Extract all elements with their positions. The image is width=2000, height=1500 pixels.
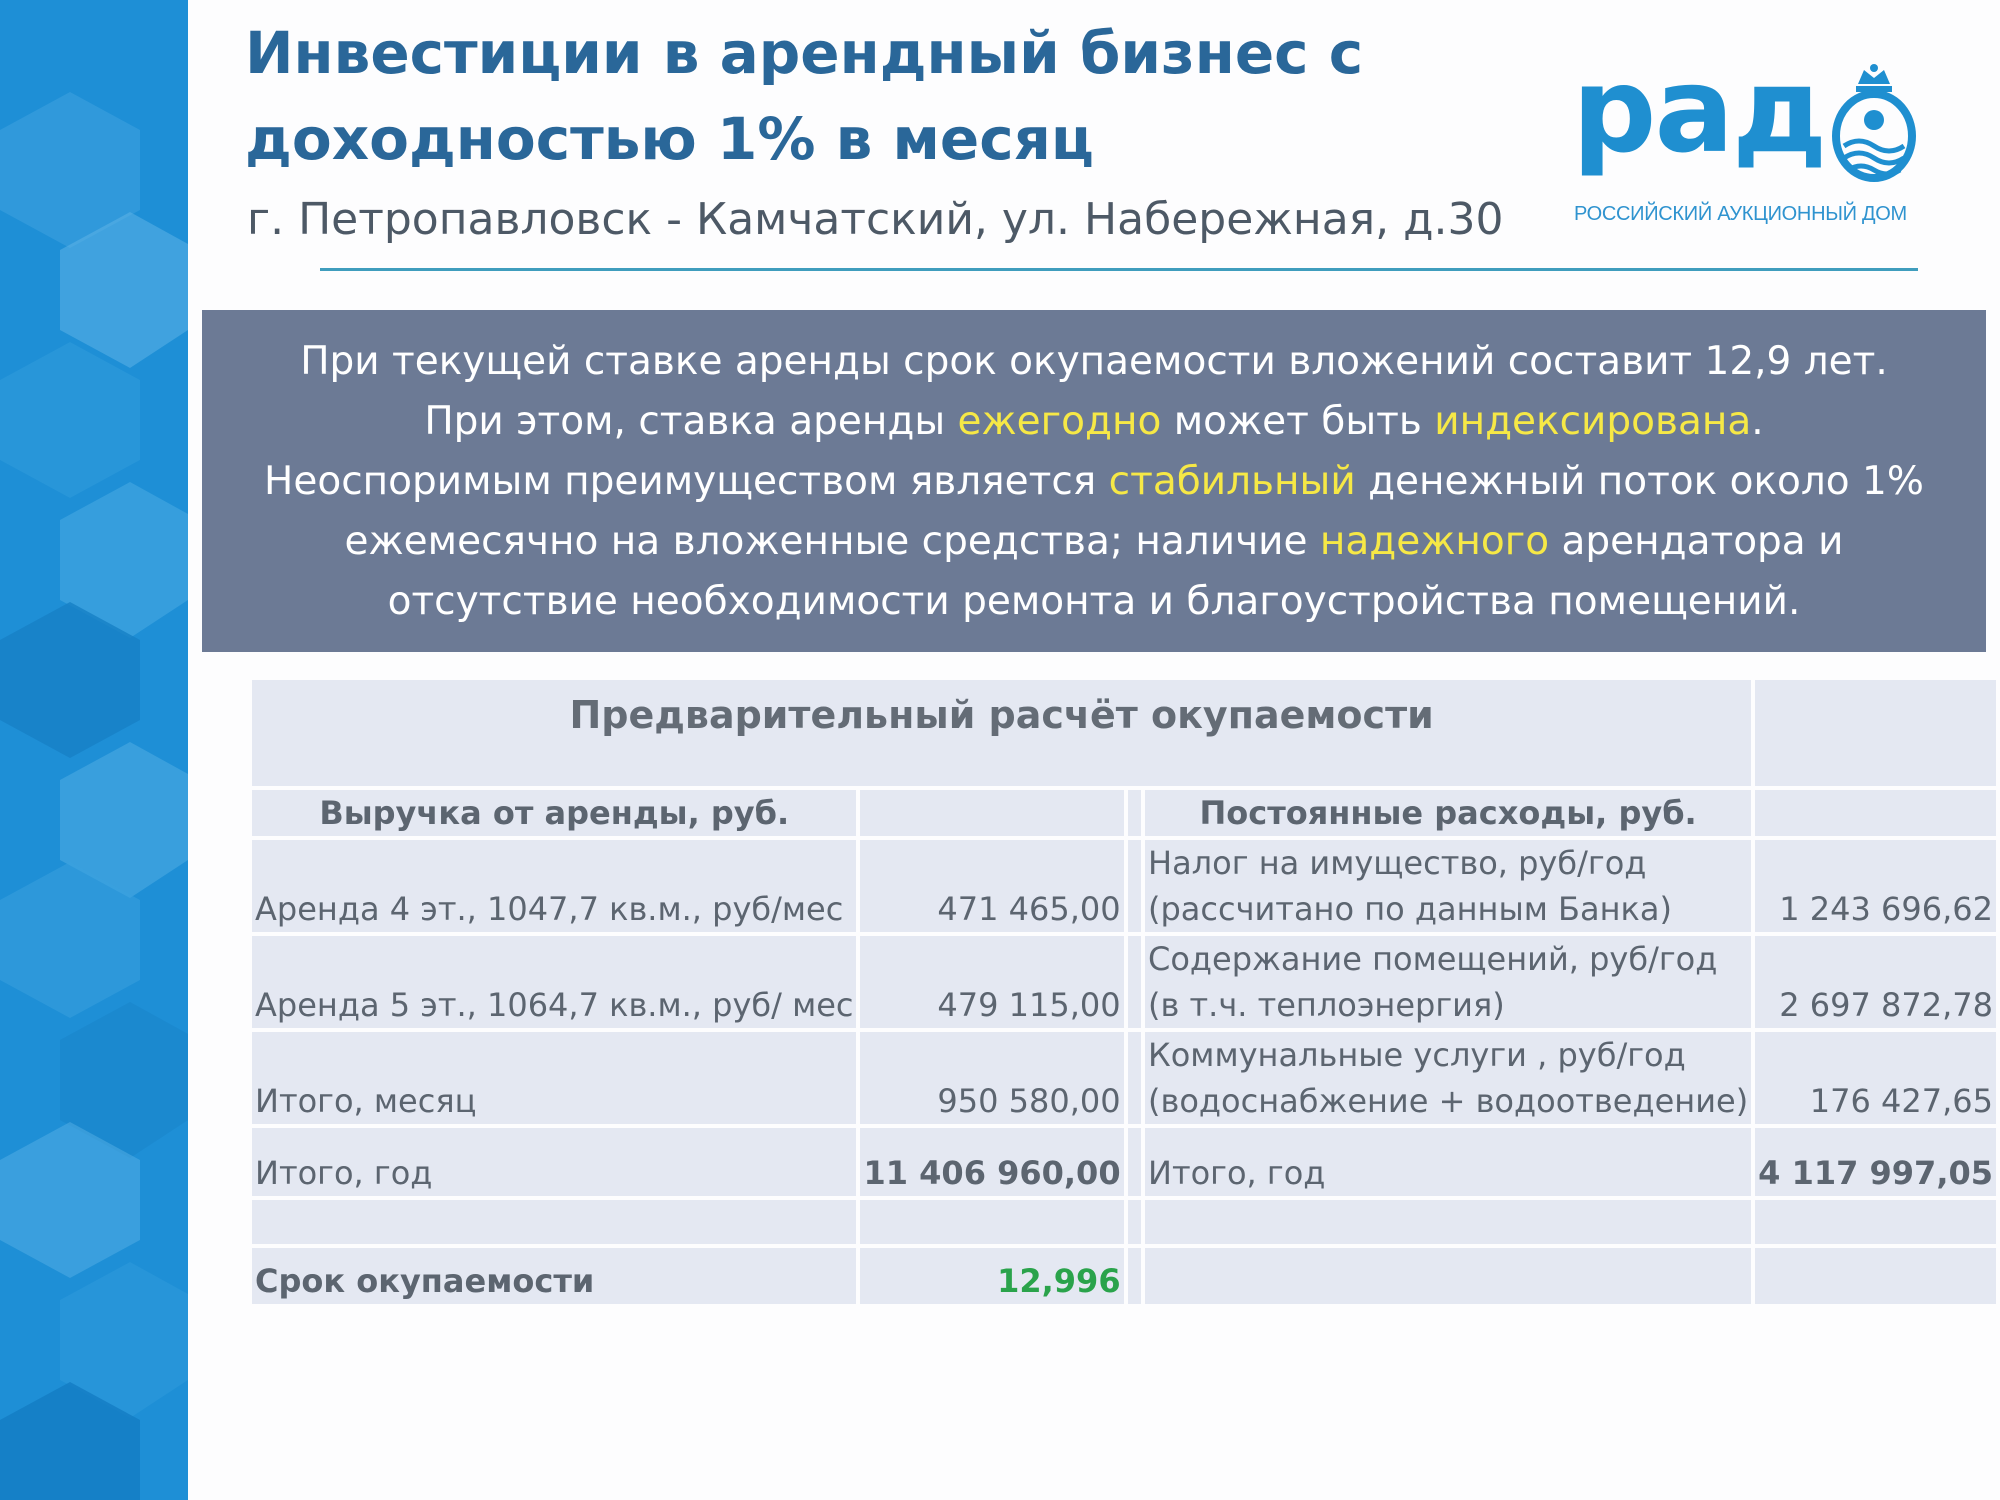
expense-label-line-2: (в т.ч. теплоэнергия) [1148,986,1505,1024]
expense-value: 1 243 696,62 [1755,840,1996,932]
total-year-row [252,1128,1996,1196]
table-cell [1128,936,1141,1028]
header-divider [320,268,1918,271]
revenue-header: Выручка от аренды, руб. [252,790,856,836]
info-line-5: отсутствие необходимости ремонта и благоустройства помещений. [387,579,1801,624]
payback-value: 12,996 [860,1248,1123,1304]
info-line-3 [202,452,1986,512]
table-row [252,840,1996,932]
table-row [252,936,1996,1028]
highlight-reliable: надежного [1319,519,1550,564]
table-cell [1755,1200,1996,1244]
crest-icon [1830,62,1918,186]
property-address: г. Петропавловск - Камчатский, ул. Набережная, д.30 [247,194,1504,245]
revenue-label: Аренда 5 эт., 1064,7 кв.м., руб/ мес [252,936,856,1028]
expense-value: 2 697 872,78 [1755,936,1996,1028]
title-line-2: доходностью 1% в месяц [245,105,1094,173]
info-line-2 [202,392,1986,452]
info-text: Неоспоримым преимуществом является [264,459,1109,504]
table-cell [1128,1128,1141,1196]
table-cell [1145,1200,1751,1244]
total-year-expense-label: Итого, год [1145,1128,1751,1196]
revenue-label: Аренда 4 эт., 1047,7 кв.м., руб/мес [252,840,856,932]
info-text: арендатора и [1549,519,1844,564]
expense-label [1145,936,1751,1028]
info-text: При этом, ставка аренды [424,399,958,444]
expense-value: 176 427,65 [1755,1032,1996,1124]
table-cell [1145,1248,1751,1304]
expense-label-line-1: Налог на имущество, руб/год [1148,844,1647,882]
decorative-side-panel [0,0,188,1500]
empty-row [252,1200,1996,1244]
table-cell [1128,1200,1141,1244]
total-year-revenue-label: Итого, год [252,1128,856,1196]
table-cell [1755,680,1996,786]
table-header-row [252,790,1996,836]
total-year-revenue-value: 11 406 960,00 [860,1128,1123,1196]
table-cell [252,1200,856,1244]
expense-label-line-1: Коммунальные услуги , руб/год [1148,1036,1686,1074]
table-cell [1128,1248,1141,1304]
table-title-row [252,680,1996,786]
info-box [202,310,1986,652]
company-logo [1572,41,1918,238]
info-line-1: При текущей ставке аренды срок окупаемости вложений составит 12,9 лет. [300,339,1888,384]
revenue-value: 479 115,00 [860,936,1123,1028]
title-line-1: Инвестиции в арендный бизнес с [245,19,1364,87]
table-title: Предварительный расчёт окупаемости [252,680,1751,786]
table-cell [860,1200,1123,1244]
highlight-annually: ежегодно [957,399,1162,444]
table-row [252,1032,1996,1124]
payback-row [252,1248,1996,1304]
payback-table [248,676,2000,1308]
revenue-label: Итого, месяц [252,1032,856,1124]
page-title [245,10,1525,182]
expenses-header: Постоянные расходы, руб. [1145,790,1751,836]
payback-label: Срок окупаемости [252,1248,856,1304]
info-text: . [1751,399,1764,444]
expense-label-line-1: Содержание помещений, руб/год [1148,940,1718,978]
table-cell [860,790,1123,836]
expense-label-line-2: (рассчитано по данным Банка) [1148,890,1672,928]
table-cell [1755,790,1996,836]
logo-caption: РОССИЙСКИЙ АУКЦИОННЫЙ ДОМ [1574,203,1907,225]
total-year-expense-value: 4 117 997,05 [1755,1128,1996,1196]
revenue-value: 950 580,00 [860,1032,1123,1124]
revenue-value: 471 465,00 [860,840,1123,932]
table-cell [1128,1032,1141,1124]
table-cell [1128,840,1141,932]
hexagon-pattern-icon [0,0,188,1500]
highlight-stable: стабильный [1108,459,1356,504]
info-line-4 [202,512,1986,572]
table-cell [1128,790,1141,836]
expense-label [1145,1032,1751,1124]
highlight-indexed: индексирована [1434,399,1752,444]
logo-wordmark: рад [1572,41,1826,179]
expense-label-line-2: (водоснабжение + водоотведение) [1148,1082,1749,1120]
info-text: денежный поток около 1% [1355,459,1924,504]
info-text: ежемесячно на вложенные средства; наличие [344,519,1320,564]
table-cell [1755,1248,1996,1304]
info-text: может быть [1161,399,1435,444]
expense-label [1145,840,1751,932]
